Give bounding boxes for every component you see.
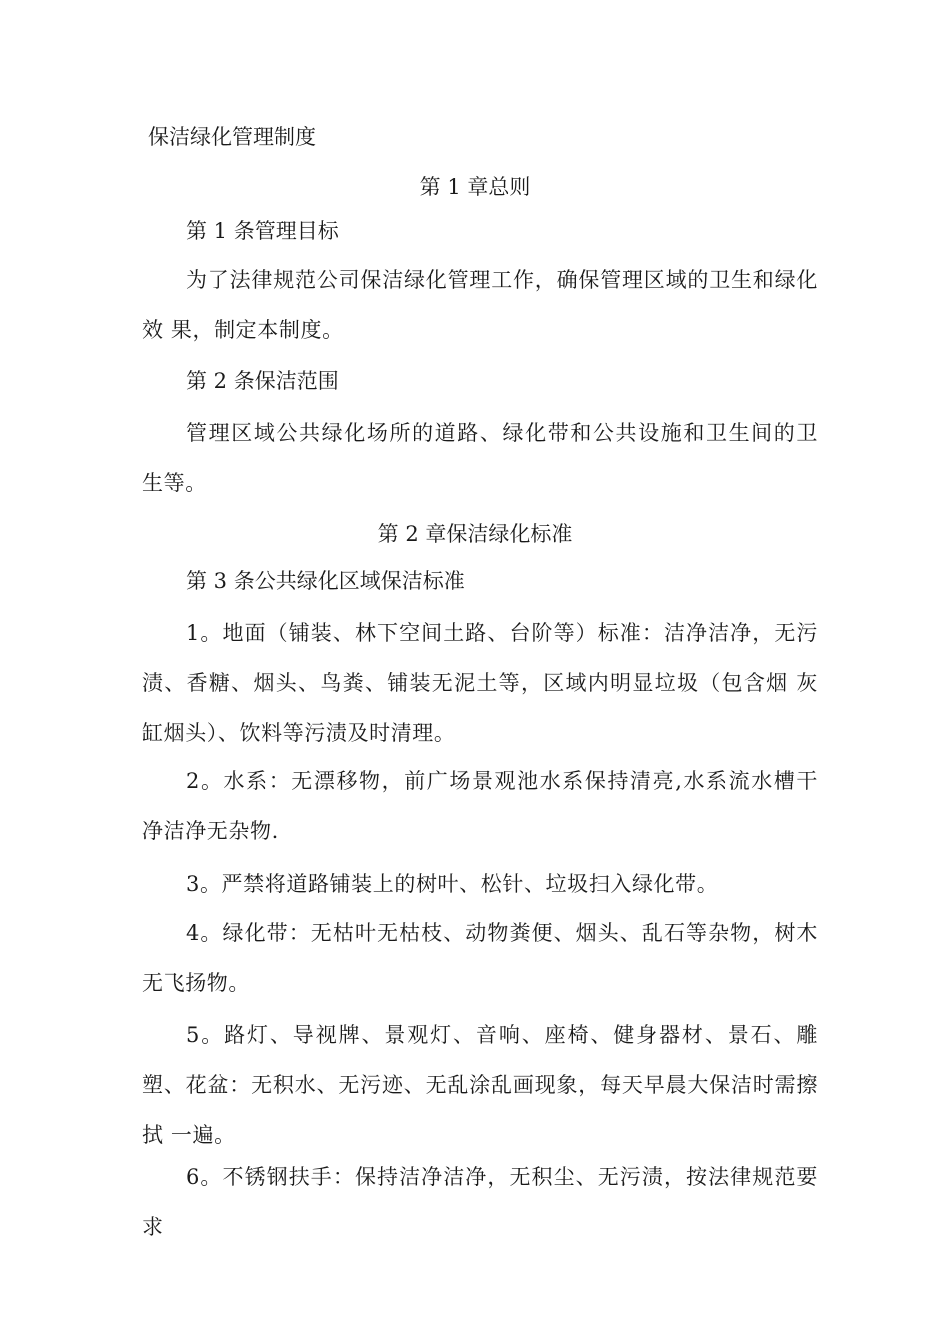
article-3-heading: 第 3 条公共绿化区域保洁标准 bbox=[186, 569, 465, 593]
standard-item-5: 5。路灯、导视牌、景观灯、音响、座椅、健身器材、景石、雕塑、花盆：无积水、无污迹、无乱涂乱画现象，每天早晨大保洁时需擦拭 一遍。 bbox=[142, 1023, 818, 1147]
chapter-1-heading: 第 1 章总则 bbox=[419, 175, 531, 199]
standard-item-4: 4。绿化带：无枯叶无枯枝、动物粪便、烟头、乱石等杂物，树木无飞扬物。 bbox=[142, 921, 818, 995]
document-title: 保洁绿化管理制度 bbox=[148, 125, 316, 149]
standard-item-1: 1。地面（铺装、林下空间土路、台阶等）标准：洁净洁净，无污渍、香糖、烟头、鸟粪、铺装无泥土等，区域内明显垃圾（包含烟 灰缸烟头）、饮料等污渍及时清理。 bbox=[142, 621, 818, 745]
standard-item-6: 6。不锈钢扶手：保持洁净洁净，无积尘、无污渍，按法律规范要求 bbox=[142, 1165, 818, 1239]
article-1-heading: 第 1 条管理目标 bbox=[186, 219, 339, 243]
article-2-heading: 第 2 条保洁范围 bbox=[186, 369, 339, 393]
chapter-2-heading: 第 2 章保洁绿化标准 bbox=[377, 522, 573, 546]
article-1-paragraph: 为了法律规范公司保洁绿化管理工作，确保管理区域的卫生和绿化效 果，制定本制度。 bbox=[142, 268, 818, 342]
standard-item-2: 2。水系：无漂移物，前广场景观池水系保持清亮,水系流水槽干 净洁净无杂物. bbox=[142, 769, 818, 843]
standard-item-3: 3。严禁将道路铺装上的树叶、松针、垃圾扫入绿化带。 bbox=[186, 872, 719, 896]
article-2-paragraph: 管理区域公共绿化场所的道路、绿化带和公共设施和卫生间的卫 生等。 bbox=[142, 421, 818, 495]
